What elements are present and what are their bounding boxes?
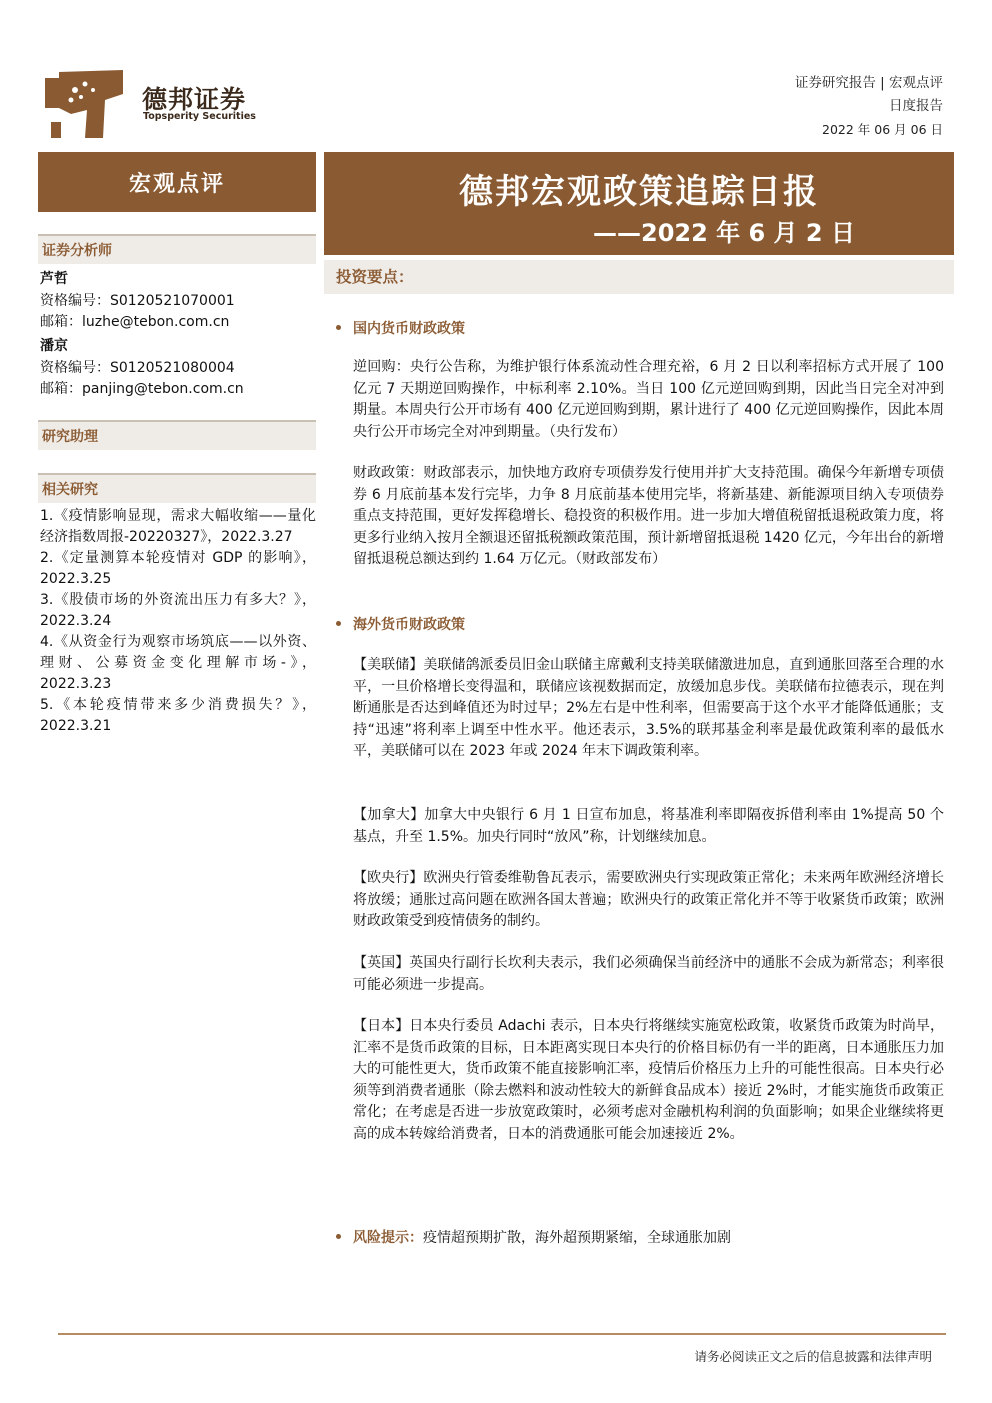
key-points-heading: 投资要点： (324, 260, 954, 294)
analyst-cert: 资格编号：S0120521070001 (40, 293, 235, 309)
related-item[interactable]: 5.《本轮疫情带来多少消费损失？》，2022.3.21 (40, 697, 316, 734)
related-research-list (40, 506, 316, 737)
related-item[interactable]: 1.《疫情影响显现，需求大幅收缩——量化经济指数周报-20220327》，2022.3.27 (40, 508, 316, 545)
report-type: 证券研究报告 | 宏观点评 (794, 75, 943, 91)
footer-divider (58, 1333, 946, 1335)
domestic-heading: 国内货币财政政策 (336, 318, 465, 338)
bullet-icon (336, 1234, 341, 1239)
overseas-japan: 【日本】日本央行委员 Adachi 表示，日本央行将继续实施宽松政策，收紧货币政策为时尚早，汇率不是货币政策的目标，日本距离实现日本央行的价格目标仍有一半的距离，日本通胀压力加大的可能性更大，货币政策不能直接影响汇率，疫情后价格压力上升的可能性很高。日本央行必须等到消费者通胀（除去燃料和波动性较大的新鲜食品成本）接近 2%时，才能实施货币政策正常化；在考虑是否进一步放宽政策时，必须考虑对金融机构利润的负面影响；如果企业继续将更高的成本转嫁给消费者，日本的消费通胀可能会加速接近 2%。 (353, 1018, 944, 1142)
analyst-heading: 证券分析师 (38, 234, 316, 264)
related-item[interactable]: 2.《定量测算本轮疫情对 GDP 的影响》，2022.3.25 (40, 550, 316, 587)
overseas-canada: 【加拿大】加拿大中央银行 6 月 1 日宣布加息，将基准利率即隔夜拆借利率由 1%提高 50 个基点，升至 1.5%。加央行同时“放风”称，计划继续加息。 (353, 807, 944, 845)
page-title: 德邦宏观政策追踪日报 (459, 172, 819, 212)
related-item[interactable]: 3.《股债市场的外资流出压力有多大？》，2022.3.24 (40, 592, 316, 629)
brand-name-cn: 德邦证券 (142, 85, 247, 114)
overseas-fed: 【美联储】美联储鸽派委员旧金山联储主席戴利支持美联储激进加息，直到通胀回落至合理的水平，一旦价格增长变得温和，联储应该视数据而定，放缓加息步伐。美联储布拉德表示，现在判断通胀是否达到峰值还为时过早；2%左右是中性利率，但需要高于这个水平才能降低通胀；支持“迅速”将利率上调至中性水平。他还表示，3.5%的联邦基金利率是最优政策利率的最低水平，美联储可以在 2023 年或 2024 年末下调政策利率。 (353, 657, 944, 760)
analyst-cert: 资格编号：S0120521080004 (40, 360, 235, 376)
risk-warning (336, 1227, 731, 1247)
report-meta (795, 72, 943, 141)
brand-name-en: Topsperity Securities (143, 111, 256, 122)
footer-disclaimer: 请务必阅读正文之后的信息披露和法律声明 (694, 1349, 932, 1364)
bullet-icon (336, 621, 341, 626)
assistant-heading: 研究助理 (38, 420, 316, 450)
report-date: 2022 年 06 月 06 日 (822, 122, 943, 137)
overseas-uk: 【英国】英国央行副行长坎利夫表示，我们必须确保当前经济中的通胀不会成为新常态；利率很可能必须进一步提高。 (353, 955, 944, 993)
leopard-logo-icon (45, 70, 123, 138)
page-subtitle: ——2022 年 6 月 2 日 (593, 219, 855, 247)
domestic-reverse-repo: 逆回购：央行公告称，为维护银行体系流动性合理充裕，6 月 2 日以利率招标方式开展了 100 亿元 7 天期逆回购操作，中标利率 2.10%。当日 100 亿元逆回购到期，因此当日完全对冲到期量。本周央行公开市场有 400 亿元逆回购到期，累计进行了 400 亿元逆回购操作，因此本周央行公开市场完全对冲到期量。（央行发布） (353, 359, 944, 440)
category-banner: 宏观点评 (38, 152, 316, 212)
related-item[interactable]: 4.《从资金行为观察市场筑底——以外资、理财、公募资金变化理解市场-》，2022.3.23 (40, 634, 316, 692)
analyst-name: 芦哲 (40, 271, 68, 287)
title-banner (324, 152, 954, 255)
overseas-ecb: 【欧央行】欧洲央行管委维勒鲁瓦表示，需要欧洲央行实现政策正常化；未来两年欧洲经济增长将放缓；通胀过高问题在欧洲各国太普遍；欧洲央行的政策正常化并不等于收紧货币政策；欧洲财政政策受到疫情债务的制约。 (353, 870, 944, 930)
analyst-name: 潘京 (40, 338, 68, 354)
risk-label: 风险提示： (353, 1230, 423, 1246)
analyst-email: 邮箱：panjing@tebon.com.cn (40, 381, 244, 397)
domestic-fiscal: 财政政策：财政部表示，加快地方政府专项债券发行使用并扩大支持范围。确保今年新增专项债券 6 月底前基本发行完毕，力争 8 月底前基本使用完毕，将新基建、新能源项目纳入专项债券重点支持范围，更好发挥稳增长、稳投资的积极作用。进一步加大增值税留抵退税政策力度，将更多行业纳入按月全额退还留抵税额政策范围，预计新增留抵退税 1420 亿元，今年出台的新增留抵退税总额达到约 1.64 万亿元。（财政部发布） (353, 465, 944, 568)
bullet-icon (336, 325, 341, 330)
overseas-heading: 海外货币财政政策 (336, 614, 465, 634)
related-heading: 相关研究 (38, 473, 316, 503)
risk-text: 疫情超预期扩散，海外超预期紧缩，全球通胀加剧 (423, 1230, 731, 1246)
report-frequency: 日度报告 (889, 98, 943, 114)
analyst-email: 邮箱：luzhe@tebon.com.cn (40, 314, 230, 330)
